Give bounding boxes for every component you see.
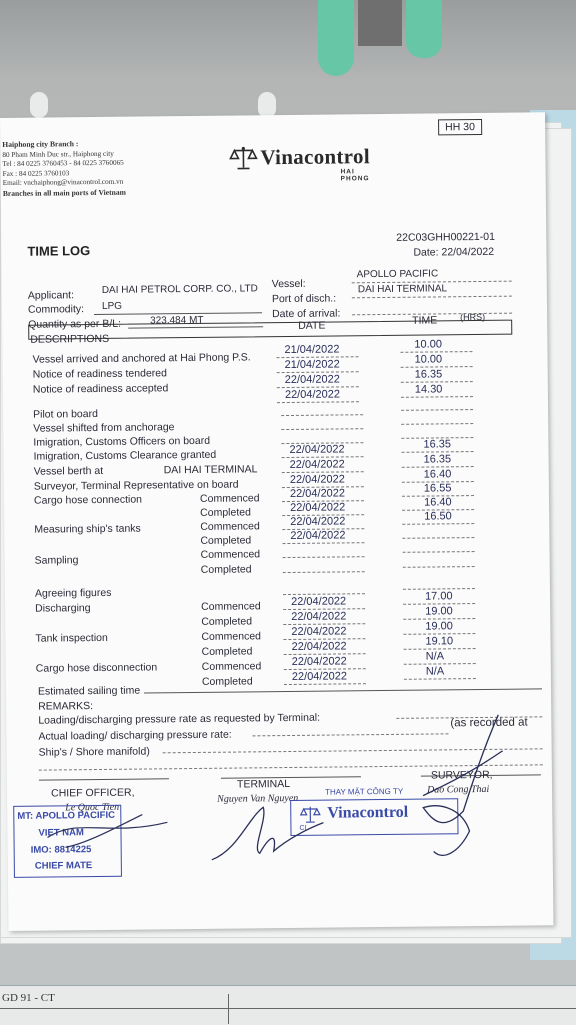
chief-officer-title: CHIEF OFFICER, (51, 786, 135, 800)
row-description: Agreeing figures (34, 586, 112, 600)
remark-line-2: Actual loading/ discharging pressure rate: (38, 728, 232, 743)
row-time: 16.40 (423, 468, 452, 481)
branch-line: Haiphong city Branch : (2, 139, 79, 149)
row-date-line (283, 571, 365, 573)
branch-line: Fax : 84 0225 3760103 (2, 168, 70, 178)
logo-city: HAI PHONG (340, 168, 370, 183)
row-date: 21/04/2022 (284, 343, 340, 357)
row-date: 22/04/2022 (291, 670, 347, 683)
row-time-line (403, 566, 475, 568)
ship-stamp-line: IMO: 8814225 (30, 844, 92, 856)
row-time: 10.00 (414, 338, 442, 351)
terminal-title: TERMINAL (236, 777, 291, 791)
document-date-line (413, 246, 494, 259)
document-date-label: Date: (413, 246, 439, 259)
commodity-value: LPG (101, 300, 123, 312)
row-description: Imigration, Customs Clearance granted (33, 448, 217, 463)
document-date: 22/04/2022 (441, 245, 495, 259)
row-time: 19.00 (425, 620, 453, 633)
time-log-sheet (0, 112, 553, 931)
remark-line-2-note: (as recorded at (450, 716, 528, 730)
form-code: HH 30 (438, 119, 482, 135)
row-sub-label: Completed (201, 675, 253, 688)
row-description: Measuring ship's tanks (34, 522, 141, 536)
row-description: Notice of readiness accepted (32, 382, 169, 396)
row-description: Notice of readiness tendered (32, 367, 167, 381)
row-time-line (402, 523, 474, 525)
row-time: 14.30 (414, 383, 443, 396)
terminal-signature (207, 799, 328, 870)
row-time: N/A (425, 650, 445, 663)
row-time: 17.00 (424, 590, 453, 603)
row-description: Vessel shifted from anchorage (33, 421, 175, 435)
row-sub-label: Commenced (201, 630, 262, 643)
remark-line-3: Ship's / Shore manifold) (38, 745, 150, 759)
ceiling-light-reflection (30, 92, 48, 118)
ceiling-light-reflection (258, 92, 276, 118)
row-time: 19.00 (425, 605, 453, 618)
port-label: Port of disch.: (271, 292, 337, 306)
row-description: Tank inspection (35, 631, 108, 645)
sailing-label: Estimated sailing time (37, 684, 141, 698)
row-date: 22/04/2022 (291, 610, 347, 623)
ship-stamp-line: CHIEF MATE (34, 860, 93, 872)
row-sub-label: Commenced (200, 548, 261, 561)
branch-line: Branches in all main ports of Vietnam (2, 187, 127, 198)
row-description: Discharging (35, 602, 91, 615)
stamp-text: Vinacontrol (327, 803, 409, 822)
branch-line: Tel : 84 0225 3760453 - 84 0225 3760065 (2, 158, 124, 168)
row-date: 22/04/2022 (289, 487, 346, 500)
row-sub-label: Completed (200, 563, 252, 576)
vessel-value: APOLLO PACIFIC (356, 268, 439, 281)
row-description: Vessel berth at (33, 464, 104, 478)
col-date: DATE (298, 319, 326, 332)
row-time-line (401, 423, 473, 425)
row-time-line (403, 551, 475, 553)
row-date-line (281, 428, 363, 430)
row-sub-label: DAI HAI TERMINAL (163, 463, 258, 477)
terminal-name: Nguyen Van Nguyen (217, 792, 299, 805)
row-date: 21/04/2022 (284, 358, 340, 372)
row-date: 22/04/2022 (284, 388, 341, 402)
ship-stamp-line: VIET NAM (38, 827, 84, 839)
quantity-label: Quantity as per B/L: (28, 317, 122, 331)
col-time: TIME (412, 314, 438, 327)
remark-line-1: Loading/discharging pressure rate as requested by Terminal: (38, 711, 321, 727)
surveyor-title: SURVEYOR, (430, 768, 493, 782)
branch-address (2, 139, 126, 199)
row-date: 22/04/2022 (290, 501, 346, 514)
row-sub-label: Commenced (201, 660, 262, 673)
applicant-value: DAI HAI PETROL CORP. CO., LTD (101, 283, 258, 296)
row-sub-label: Completed (201, 645, 253, 658)
quantity-value: 323.484 MT (150, 314, 204, 327)
row-sub-label: Commenced (199, 492, 260, 505)
row-date: 22/04/2022 (290, 529, 346, 542)
row-date-line (282, 542, 364, 544)
chief-officer-name: Le Quoc Tien (65, 801, 120, 814)
row-time: N/A (425, 665, 445, 678)
row-time: 16.55 (423, 482, 452, 495)
row-time: 10.00 (414, 353, 443, 366)
row-sub-label: Commenced (201, 600, 261, 613)
branch-line: 80 Pham Minh Duc str., Haiphong city (2, 149, 114, 159)
branch-line: Email: vnchaiphong@vinacontrol.com.vn (2, 177, 124, 187)
row-sub-label: Completed (201, 615, 253, 628)
row-time: 16.35 (423, 453, 452, 466)
port-value: DAI HAI TERMINAL (357, 283, 448, 296)
row-date: 22/04/2022 (291, 625, 347, 638)
row-date: 22/04/2022 (289, 473, 345, 486)
col-hrs: (HRS) (460, 311, 486, 323)
arrival-label: Date of arrival: (272, 307, 341, 321)
stapler (318, 0, 444, 76)
row-date: 22/04/2022 (291, 595, 347, 608)
row-time: 16.35 (414, 368, 443, 381)
applicant-label: Applicant: (27, 289, 75, 302)
row-description: Sampling (34, 554, 79, 567)
row-sub-label: Completed (200, 534, 252, 547)
under-sheet-strip (0, 985, 576, 1025)
row-date: 22/04/2022 (290, 515, 346, 528)
row-description: Imigration, Customs Officers on board (33, 434, 211, 449)
row-time: 19.10 (425, 635, 454, 648)
reference-number: 22C03GHH00221-01 (396, 230, 495, 244)
row-time-line (402, 537, 474, 539)
row-date: 22/04/2022 (284, 373, 340, 387)
under-sheet-code: GD 91 - CT (2, 992, 55, 1004)
surveyor-onbehalf: THAY MẶT CÔNG TY (325, 786, 404, 797)
row-time: 16.40 (423, 496, 452, 509)
chief-officer-signature (37, 806, 178, 867)
logo-name: Vinacontrol (260, 144, 371, 170)
surveyor-signature (402, 711, 524, 862)
row-date-line (284, 683, 366, 685)
surveyor-name: Dao Cong Thai (427, 783, 490, 796)
row-time-line (404, 678, 476, 680)
vessel-label: Vessel: (271, 277, 306, 291)
row-date: 22/04/2022 (291, 640, 347, 653)
row-description: Cargo hose connection (33, 493, 143, 507)
scales-icon (228, 145, 258, 171)
row-date-line (283, 556, 365, 558)
row-date-line (281, 414, 363, 416)
vinacontrol-logo (228, 144, 371, 183)
row-time: 16.35 (423, 438, 452, 451)
col-descriptions: DESCRIPTIONS (30, 332, 110, 346)
row-sub-label: Commenced (200, 520, 260, 533)
row-description: Vessel arrived and anchored at Hai Phong P.S. (32, 351, 251, 366)
commodity-label: Commodity: (27, 303, 85, 316)
row-sub-label: Completed (200, 506, 251, 519)
row-date: 22/04/2022 (291, 655, 347, 668)
stamp-small: CI (299, 824, 307, 832)
row-description: Surveyor, Terminal Representative on board (33, 478, 239, 493)
row-description: Pilot on board (33, 407, 98, 421)
row-time-line (401, 396, 473, 398)
remarks-label: REMARKS: (38, 700, 94, 713)
row-date: 22/04/2022 (289, 458, 345, 471)
document-title: TIME LOG (27, 243, 91, 259)
row-time: 16.50 (424, 510, 452, 523)
row-description: Cargo hose disconnection (35, 661, 158, 675)
row-time-line (401, 409, 473, 411)
row-date-line (277, 401, 359, 403)
row-date: 22/04/2022 (289, 443, 345, 456)
ship-stamp-line: MT: APOLLO PACIFIC (17, 809, 116, 822)
